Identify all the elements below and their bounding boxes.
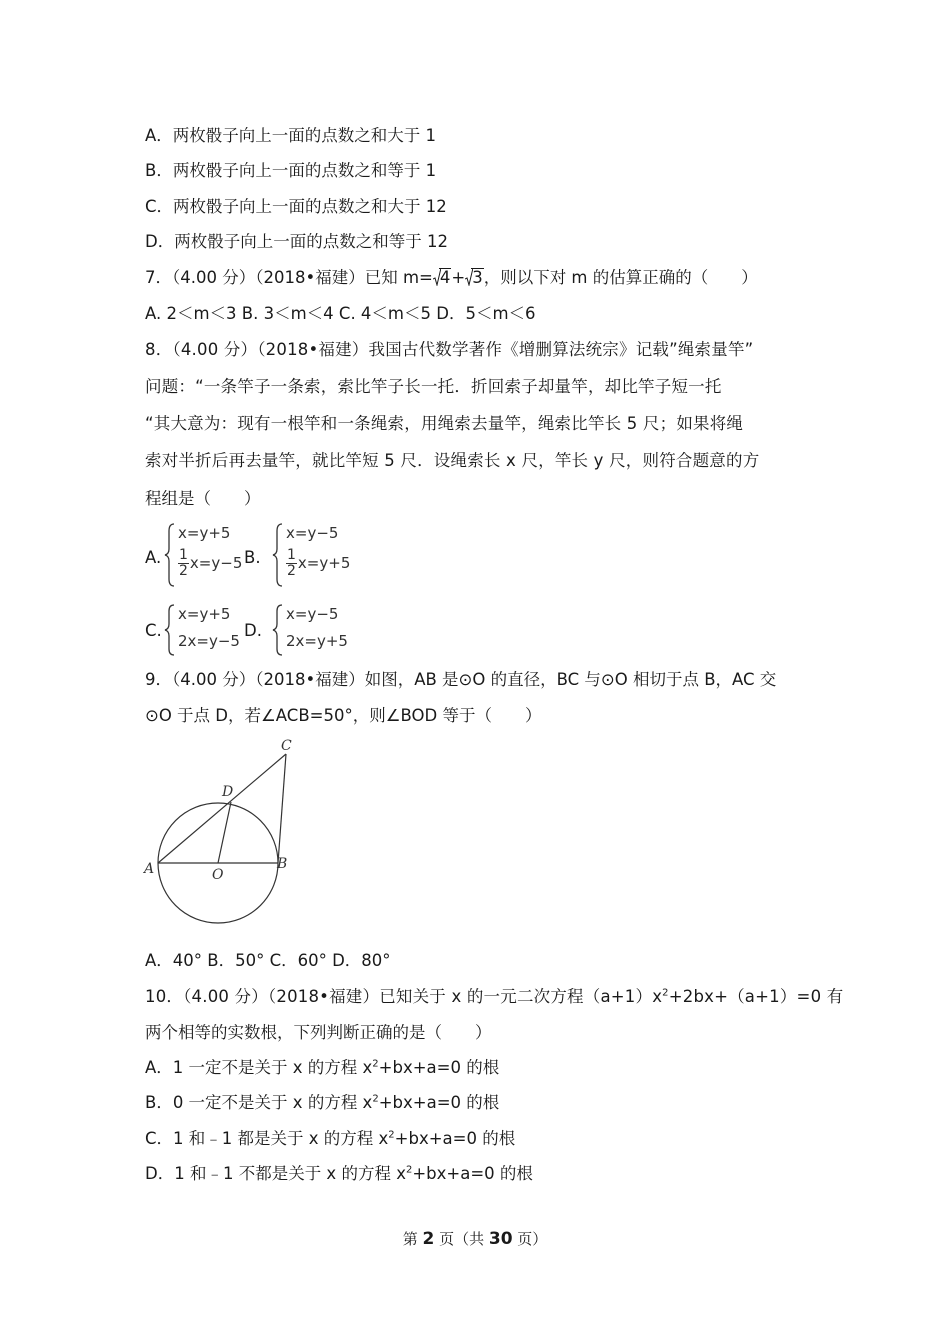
q8-line-2: 问题：“一条竿子一条索，索比竿子长一托．折回索子却量竿，却比竿子短一托 [145,377,722,396]
q7-options: A. 2＜m＜3 B. 3＜m＜4 C. 4＜m＜5 D．5＜m＜6 [145,304,536,323]
q8-line-3: “其大意为：现有一根竿和一条绳索，用绳索去量竿，绳索比竿长 5 尺；如果将绳 [145,414,744,433]
radical-sign-icon [433,268,441,286]
q8-option-a-label: A. [145,548,162,567]
q10-line-2: 两个相等的实数根，下列判断正确的是（ ） [145,1023,492,1042]
sqrt-3: 3 [465,266,484,290]
left-brace-icon [164,523,176,587]
q7-prefix: 7．（4.00 分）（2018•福建）已知 m= [145,268,433,287]
q9-options: A．40° B．50° C．60° D．80° [145,951,391,970]
q10-option-a: A．1 一定不是关于 x 的方程 $x^2+bx+a=0$ 的根 [145,1058,500,1077]
left-brace-icon [272,523,284,587]
left-brace-icon [272,604,284,656]
q8-option-d-label: D. [244,621,262,640]
q8-option-a-eq1: x=y+5 [178,524,231,542]
q8-option-b-label: B. [244,548,261,567]
q8-option-c-eq1: x=y+5 [178,605,231,623]
fraction-half: $\frac{1}{2}$ [287,547,296,579]
q10-option-d: D．1 和﹣1 不都是关于 x 的方程 $x^2+bx+a=0$ 的根 [145,1164,533,1183]
page-total: 30 [488,1229,513,1249]
q8-option-b-eq2: $\frac{1}{2}$ x=y+5 [287,547,351,579]
q7-stem [145,266,758,290]
circle-tangent-figure [135,730,305,930]
q7-plus: + [451,268,466,287]
sqrt-4: 4 [433,266,452,290]
tangent-bc [278,754,286,863]
q8-line-5: 程组是（ ） [145,489,261,508]
label-c: C [281,738,292,754]
fraction-half: $\frac{1}{2}$ [179,547,188,579]
label-a: A [144,861,155,877]
label-d: D [222,784,234,800]
q9-line-1: 9．（4.00 分）（2018•福建）如图，AB 是⊙O 的直径，BC 与⊙O 相切于点 B，AC 交 [145,670,777,689]
page-number: 2 [422,1229,435,1249]
q6-option-a: A．两枚骰子向上一面的点数之和大于 1 [145,126,437,145]
q6-option-b: B．两枚骰子向上一面的点数之和等于 1 [145,161,437,180]
q8-line-1: 8．（4.00 分）（2018•福建）我国古代数学著作《增删算法统宗》记载”绳索量竿” [145,340,754,359]
q7-suffix: ，则以下对 m 的估算正确的（ ） [483,268,758,287]
q6-option-c: C．两枚骰子向上一面的点数之和大于 12 [145,197,447,216]
page-footer: 第 2 页（共 30 页） [402,1229,548,1249]
q10-line-1: 10．（4.00 分）（2018•福建）已知关于 x 的一元二次方程$(a+1)x^2+2bx+(a+1)=0$ 有 [145,987,844,1006]
label-b: B [277,856,288,872]
q9-line-2: ⊙O 于点 D，若∠ACB=50°，则∠BOD 等于（ ） [145,706,542,725]
q8-option-b-eq1: x=y−5 [286,524,339,542]
q8-option-c-eq2: 2x=y−5 [178,632,240,650]
left-brace-icon [164,604,176,656]
q10-option-c: C．1 和﹣1 都是关于 x 的方程 $x^2+bx+a=0$ 的根 [145,1129,516,1148]
q10-option-b: B．0 一定不是关于 x 的方程 $x^2+bx+a=0$ 的根 [145,1093,500,1112]
q8-option-d-eq1: x=y−5 [286,605,339,623]
q6-option-d: D．两枚骰子向上一面的点数之和等于 12 [145,232,448,251]
radical-sign-icon [465,268,473,286]
q8-line-4: 索对半折后再去量竿，就比竿短 5 尺．设绳索长 x 尺，竿长 y 尺，则符合题意的方 [145,451,760,470]
q8-option-c-label: C. [145,621,162,640]
segment-od [218,802,231,863]
label-o: O [212,867,224,883]
q8-option-a-eq2: $\frac{1}{2}$ x=y−5 [179,547,243,579]
q8-option-d-eq2: 2x=y+5 [286,632,348,650]
